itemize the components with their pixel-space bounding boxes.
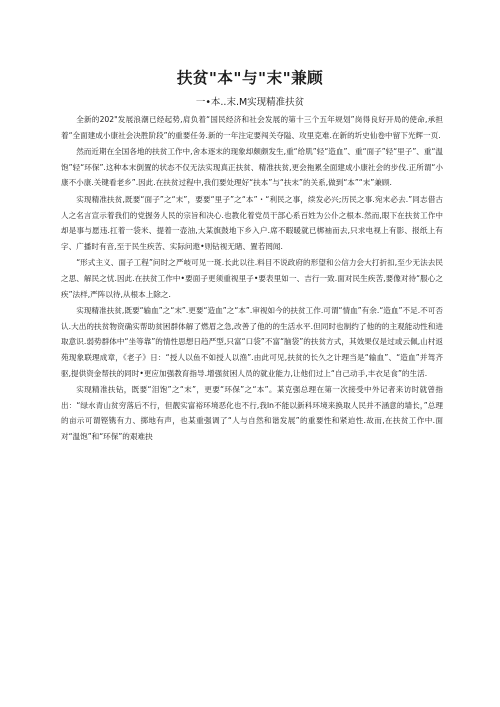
article-body [61, 112, 443, 445]
paragraph-3: 实现精准扶贫,既要“面子”之“末”，要要“里子”之“本”・“利民之事，续发必兴;历民之事.宛末必去.”同志借古人之名言宣示着我们的党握务人民的宗旨和决心.也教化着党员干部心系百姓为公仆之根本.然而,眼下在扶贫工作中却是事与愿违.扛着一袋米、提着一壶油,大某旗鼓地下乡入户.席不暇暖就已梆袖而去,只求电视上有影、报纸上有字、广播时有音,至于民生疾苦、实际问遨•则钻视无睹、置若罔闻. [61, 194, 443, 251]
page-subtitle: 一•本..末.M实现精准扶贫 [195, 97, 305, 108]
paragraph-6: 实现精准扶钻，既要“泪饱”之“末”，更要“环保”之“本”。某克强总理在第一次接受中外记者来访时就曾指出：“绿水青山贫穷落后不行，但靓实富裕环境恶化也不行,我ln不能以新科环境来换取人民并不涵意的墙长，”总理的亩示可谓铿镌有力、掷地有声，也某重强调了“人与自然和谐发展”的重要性和紧迫性.故而,在扶贫工作中.面对“温饱”和“环保”的艰难抉 [61, 385, 443, 441]
page-title: 扶贫"本"与"末"兼顾 [176, 69, 324, 87]
paragraph-4: “形式主义、面子工程”问时之严岐可见一斑.长此以往.料目不说政府的形望和公信力会大打折扣,至少无法去民之思、解民之忧.因此.在扶贫工作中•要面子更须重视里子•要表里如一、吉行一致.面对民生疾苦,要像对待“服心之疾”法样,严阵以待,从根本上除之. [61, 258, 443, 299]
paragraph-1: 全新的202"发展浪潮已经起势,肩负着“国民经济和社会发展的第十三个五年规划”岗得良好开局的使命,承担着“全面建成小康社会决胜阶段”的重要任务.新的一年注定要闯关夺隘、攻里克难.在新的圻史仙卷中留下光辉一页. [61, 115, 443, 140]
paragraph-2: 然而近期在全国各地的扶贫工作中,舍本逐末的现象却颇颇发生,重“给肌”轻“造血”、重“面子”轻“里子”、重“温饱”轻“环保”.这种本末倒置的状态不仅无法实现真正扶贫、精准扶贫,更会拖累全面建成小康社会的步伐.正所谓“小康不小康.关键看老乡”.因此.在扶贫过程中,我们要处理好“扶本”与“扶末”的关系,做到“本”“末”兼顾. [61, 147, 443, 188]
paragraph-5: 实现精准扶贫,既要“输血”之“末”.更要“造血”之“本”.审视如今的扶贫工作.可谓“情血”有余.“造血”不足.不可否认.大出的扶贫物资确实帮助贫困群体解了燃眉之急,改善了他的的生活水平.但同时也制约了他的的主观能动性和进取意识.弱势群体中“坐等靠”的情性思想日趋严型,只富“口袋”不富“脑袋”的扶贫方式，其效果仅是过或云佩,山村返苑现象联理成章，《老子》日：“授人以鱼不如授人以渔”.由此可见,扶贫的长久之计理当是“输血”、“造血”并驾齐驱,提供资金帮扶的同时•更应加强教育指导.增强贫困人员的就业能力,让他们过上“自己动手,丰衣足食”的生活. [61, 306, 443, 378]
